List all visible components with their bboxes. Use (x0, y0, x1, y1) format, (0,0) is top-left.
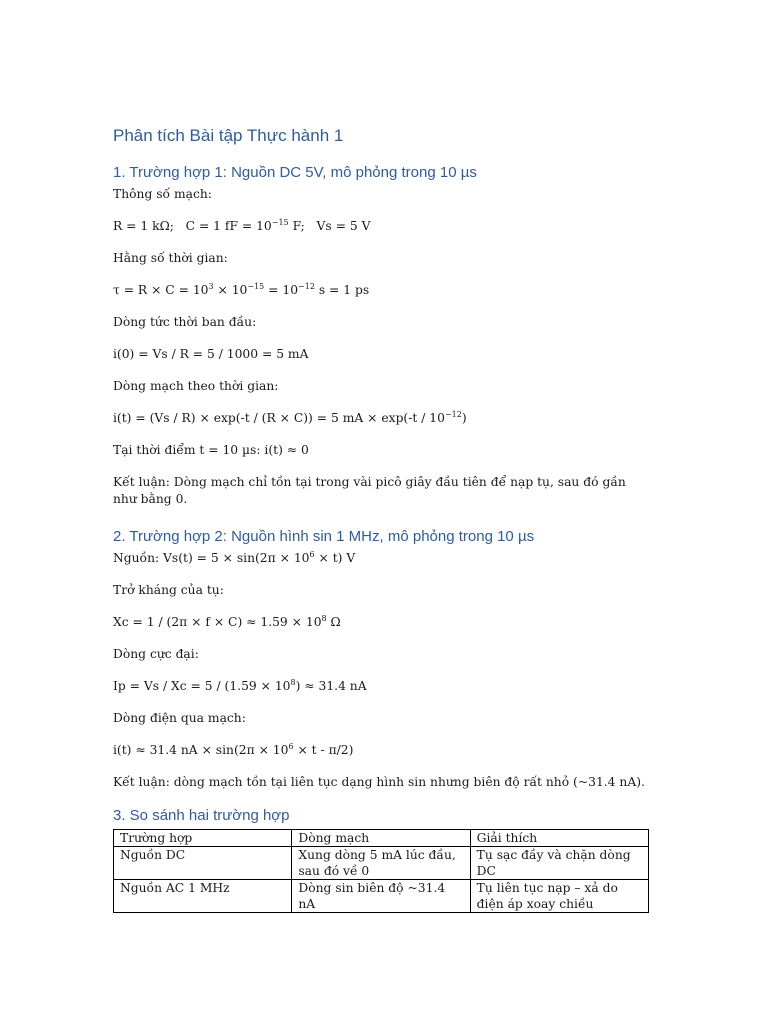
case1-params-label: Thông số mạch: (113, 187, 212, 201)
table-header-cell: Giải thích (470, 830, 648, 847)
table-cell: Xung dòng 5 mA lúc đầu, sau đó về 0 (292, 847, 470, 880)
case1-heading: 1. Trường hợp 1: Nguồn DC 5V, mô phỏng trong 10 µs (113, 164, 477, 181)
case2-ip-formula: $Ip = Vs / Xc = 5 / (1.59 \times 10^8) \approx 31.4$ nA (113, 678, 367, 693)
table-header-cell: Trường hợp (114, 830, 292, 847)
case2-it-formula: i(t) ≈ 31.4 nA × $\sin(2\pi \times 10^6 \times t - \pi/2)$ (113, 742, 354, 757)
table-cell: Nguồn AC 1 MHz (114, 880, 292, 913)
case2-source: Nguồn: $Vs(t) = 5 \times \sin(2\pi \times 10^6 \times t)$ V (113, 550, 356, 565)
table-row (114, 880, 649, 913)
case2-it-label: Dòng điện qua mạch: (113, 711, 246, 725)
table-header-row (114, 830, 649, 847)
case1-i0-label: Dòng tức thời ban đầu: (113, 315, 257, 329)
case1-params: R = 1 kΩ; C = 1 fF = $10^{-15}$ F; Vs = 5 V (113, 218, 371, 233)
table-row (114, 847, 649, 880)
case2-xc-formula: $Xc = 1 / (2\pi \times f \times C) \approx 1.59 \times 10^8$ Ω (113, 614, 341, 629)
table-cell: Tụ liên tục nạp – xả do điện áp xoay chiều (470, 880, 648, 913)
table-cell: Dòng sin biên độ ~31.4 nA (292, 880, 470, 913)
case2-ip-label: Dòng cực đại: (113, 647, 199, 661)
table-cell: Tụ sạc đầy và chặn dòng DC (470, 847, 648, 880)
case1-tau-formula: $\tau = R \times C = 10^3 \times 10^{-15} = 10^{-12}$ s = 1 ps (113, 282, 370, 297)
case1-it-label: Dòng mạch theo thời gian: (113, 379, 279, 393)
comparison-table (113, 829, 649, 913)
case1-it-formula: i(t) = (Vs / R) × exp(-t / (R × C)) = 5 mA × $\exp(-t / 10^{-12})$ (113, 410, 467, 425)
case1-i0-formula: i(0) = Vs / R = 5 / 1000 = 5 mA (113, 347, 309, 361)
case1-conclusion: Kết luận: Dòng mạch chỉ tồn tại trong vài picô giây đầu tiên để nạp tụ, sau đó gần như bằng 0. (113, 475, 626, 506)
case2-heading: 2. Trường hợp 2: Nguồn hình sin 1 MHz, mô phỏng trong 10 µs (113, 528, 535, 545)
document-title: Phân tích Bài tập Thực hành 1 (113, 126, 344, 145)
case1-at-10us: Tại thời điểm t = 10 µs: i(t) ≈ 0 (113, 443, 309, 457)
case3-heading: 3. So sánh hai trường hợp (113, 807, 290, 824)
case2-conclusion: Kết luận: dòng mạch tồn tại liên tục dạng hình sin nhưng biên độ rất nhỏ (~31.4 nA). (113, 775, 645, 789)
table-header-cell: Dòng mạch (292, 830, 470, 847)
case2-xc-label: Trở kháng của tụ: (113, 583, 224, 597)
table-cell: Nguồn DC (114, 847, 292, 880)
case1-tau-label: Hằng số thời gian: (113, 251, 228, 265)
